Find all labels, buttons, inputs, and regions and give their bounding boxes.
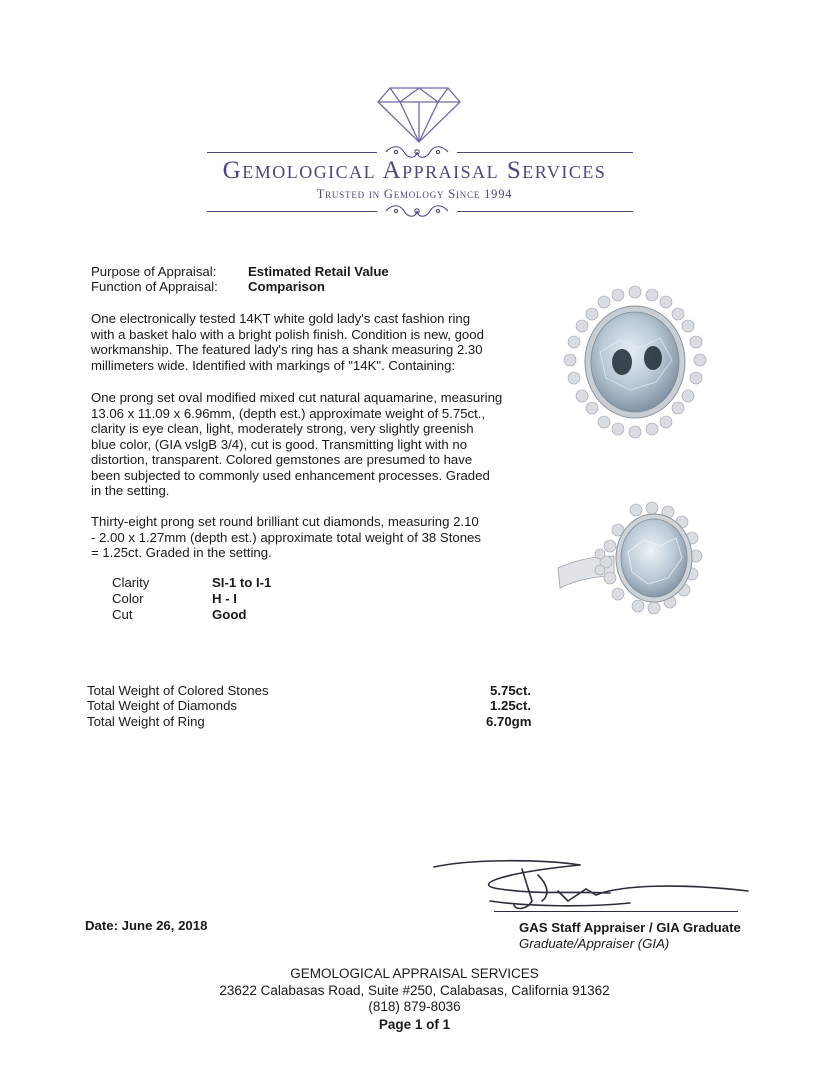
ring-top-view-image xyxy=(560,282,710,442)
function-label: Function of Appraisal: xyxy=(91,279,218,294)
desc-line: workmanship. The featured lady's ring has a shank measuring 2.30 xyxy=(91,342,483,357)
purpose-value: Estimated Retail Value xyxy=(248,264,389,279)
brand-title: Gemological Appraisal Services xyxy=(222,157,607,184)
diamond-logo-icon xyxy=(376,86,462,144)
desc-line: millimeters wide. Identified with markings of "14K". Containing: xyxy=(91,357,456,373)
grade-value-cut: Good xyxy=(212,607,247,622)
desc-line: = 1.25ct. Graded in the setting. xyxy=(91,545,272,560)
header-rule-top-right xyxy=(457,152,633,153)
ring-description xyxy=(91,311,531,373)
appraiser-subtitle: Graduate/Appraiser (GIA) xyxy=(519,936,670,951)
ring-side-view-image xyxy=(556,500,706,620)
desc-line: clarity is eye clean, light, moderately strong, very slightly greenish xyxy=(91,421,474,436)
grade-value-clarity: SI-1 to I-1 xyxy=(212,575,272,590)
grade-value-color: H - I xyxy=(212,591,237,606)
desc-line: been subjected to commonly used enhancement processes. Graded xyxy=(91,467,490,483)
signature-image xyxy=(430,855,750,915)
total-label-colored-stones: Total Weight of Colored Stones xyxy=(87,683,269,698)
total-label-diamonds: Total Weight of Diamonds xyxy=(87,698,238,713)
signature-line xyxy=(494,911,738,912)
desc-line: distortion, transparent. Colored gemstones are presumed to have xyxy=(91,452,473,467)
footer-address: 23622 Calabasas Road, Suite #250, Calabasas, California 91362 xyxy=(219,983,610,998)
diamond-description xyxy=(91,514,531,561)
brand-subtitle: Trusted in Gemology Since 1994 xyxy=(316,187,513,201)
purpose-label: Purpose of Appraisal: xyxy=(91,264,217,279)
header-rule-bottom-right xyxy=(457,211,633,212)
desc-line: blue color, (GIA vslgB 3/4), cut is good. Transmitting light with no xyxy=(91,436,468,452)
desc-line: - 2.00 x 1.27mm (depth est.) approximate total weight of 38 Stones xyxy=(91,529,481,545)
desc-line: 13.06 x 11.09 x 6.96mm, (depth est.) approximate weight of 5.75ct., xyxy=(91,405,486,421)
grade-label-color: Color xyxy=(112,591,144,606)
desc-line: in the setting. xyxy=(91,483,170,498)
total-value-diamonds: 1.25ct. xyxy=(490,698,532,713)
desc-line: One prong set oval modified mixed cut natural aquamarine, measuring xyxy=(91,390,503,405)
appraiser-title: GAS Staff Appraiser / GIA Graduate xyxy=(519,920,741,935)
appraisal-date: Date: June 26, 2018 xyxy=(85,918,208,933)
total-value-ring: 6.70gm xyxy=(486,714,532,729)
page-number: Page 1 of 1 xyxy=(378,1017,451,1032)
header-rule-top-left xyxy=(207,152,377,153)
total-label-ring: Total Weight of Ring xyxy=(87,714,205,729)
desc-line: Thirty-eight prong set round brilliant cut diamonds, measuring 2.10 xyxy=(91,514,479,529)
function-value: Comparison xyxy=(248,279,325,294)
total-value-colored-stones: 5.75ct. xyxy=(490,683,532,698)
flourish-bottom-icon xyxy=(382,202,452,220)
grade-label-cut: Cut xyxy=(112,607,133,622)
footer-company: GEMOLOGICAL APPRAISAL SERVICES xyxy=(290,966,539,981)
footer-phone: (818) 879-8036 xyxy=(368,999,461,1014)
desc-line: One electronically tested 14KT white gold lady's cast fashion ring xyxy=(91,311,471,326)
grade-label-clarity: Clarity xyxy=(112,575,150,590)
header-rule-bottom-left xyxy=(207,211,377,212)
aquamarine-description xyxy=(91,390,531,499)
desc-line: with a basket halo with a bright polish finish. Condition is new, good xyxy=(91,326,484,342)
